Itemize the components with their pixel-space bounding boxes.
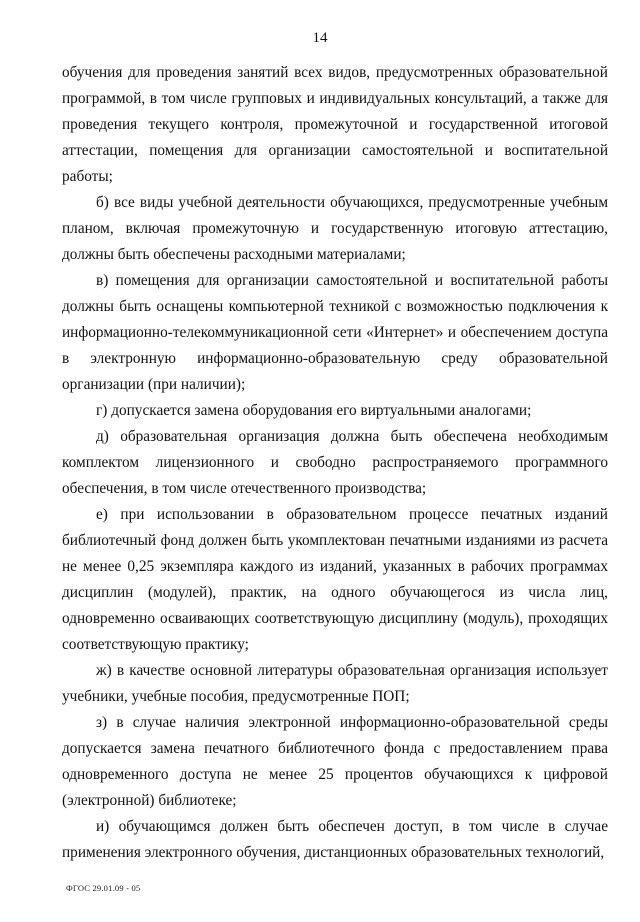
paragraph-d: д) образовательная организация должна быть обеспечена необходимым комплектом лицензионного и свободно распространяемого программного обеспечения, в том числе отечественного производства; bbox=[62, 428, 608, 497]
paragraph-zh: ж) в качестве основной литературы образовательная организация использует учебники, учебные пособия, предусмотренные ПОП; bbox=[62, 662, 608, 705]
page-number: 14 bbox=[312, 30, 328, 46]
paragraph-i: и) обучающимся должен быть обеспечен доступ, в том числе в случае применения электронного обучения, дистанционных образовательных технологий, bbox=[62, 818, 608, 861]
body-text bbox=[62, 60, 608, 866]
paragraph-g: г) допускается замена оборудования его виртуальными аналогами; bbox=[96, 402, 532, 419]
paragraph-continuation: обучения для проведения занятий всех видов, предусмотренных образовательной программой, в том числе групповых и индивидуальных консультаций, а также для проведения текущего контроля, промежуточной и государственной итоговой аттестации, помещения для организации самостоятельной и воспитательной работы; bbox=[62, 64, 608, 185]
paragraph-z: з) в случае наличия электронной информационно-образовательной среды допускается замена печатного библиотечного фонда с предоставлением права одновременного доступа не менее 25 процентов обучающихся к цифровой (электронной) библиотеке; bbox=[62, 714, 608, 809]
paragraph-e: е) при использовании в образовательном процессе печатных изданий библиотечный фонд должен быть укомплектован печатными изданиями из расчета не менее 0,25 экземпляра каждого из изданий, указанных в рабочих программах дисциплин (модулей), практик, на одного обучающегося из числа лиц, одновременно осваивающих соответствующую дисциплину (модуль), проходящих соответствующую практику; bbox=[62, 506, 608, 653]
paragraph-v: в) помещения для организации самостоятельной и воспитательной работы должны быть оснащены компьютерной техникой с возможностью подключения к информационно-телекоммуникационной сети «Интернет» и обеспечением доступа в электронную информационно-образовательную среду образовательной организации (при наличии); bbox=[62, 272, 608, 393]
paragraph-b: б) все виды учебной деятельности обучающихся, предусмотренные учебным планом, включая промежуточную и государственную итоговую аттестацию, должны быть обеспечены расходными материалами; bbox=[62, 194, 608, 263]
footer-document-code: ФГОС 29.01.09 - 05 bbox=[66, 883, 141, 893]
